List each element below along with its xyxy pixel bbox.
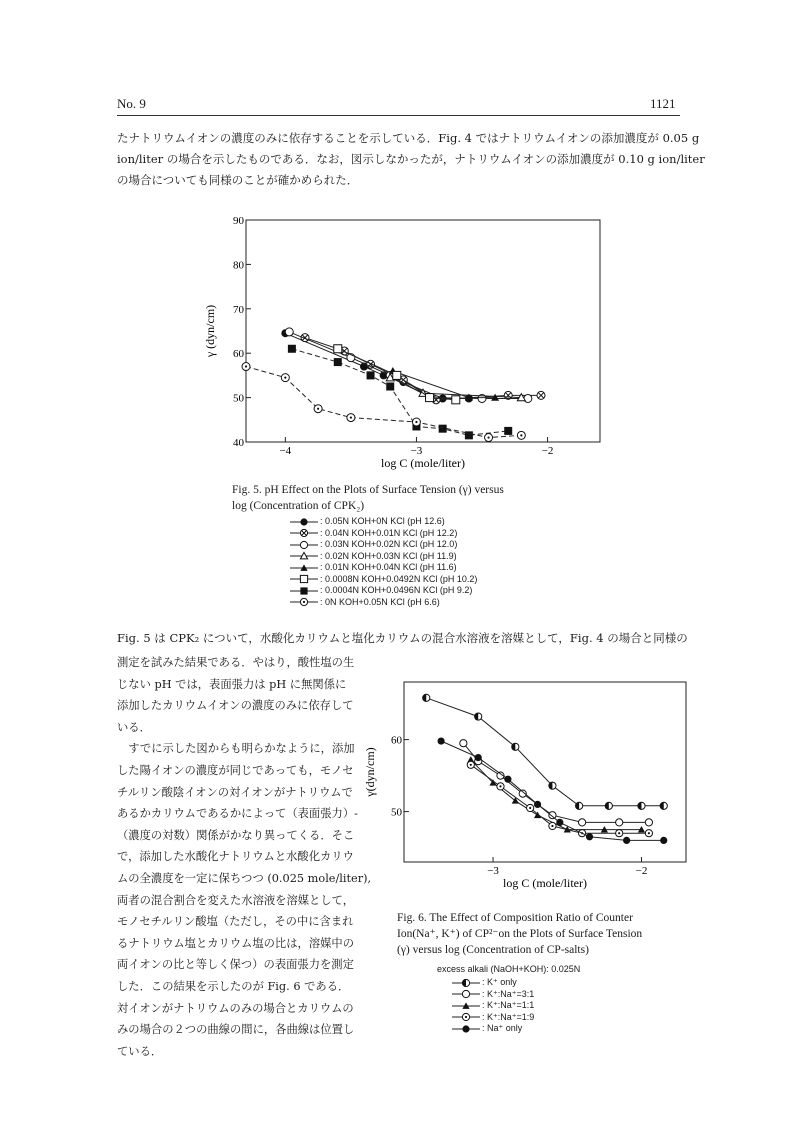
crossed-circle-marker — [537, 391, 545, 399]
legend-marker — [290, 597, 318, 607]
legend-entry — [290, 516, 477, 528]
figure-5-chart — [200, 210, 620, 475]
half-filled-circle-marker — [605, 802, 612, 809]
caption-line: Fig. 6. The Effect of Composition Ratio of Counter — [397, 912, 633, 924]
body-line: るナトリウム塩とカリウム塩の比は，溶媒中の — [117, 936, 355, 950]
legend-entry — [290, 574, 477, 586]
legend-label: : 0.04N KOH+0.01N KCl (pH 12.2) — [320, 527, 458, 538]
dotted-circle-marker — [549, 822, 556, 829]
body-line: すでに示した図からも明らかなように，添加 — [117, 742, 355, 756]
half-filled-circle-marker — [576, 802, 583, 809]
half-filled-circle-marker — [462, 979, 469, 986]
body-line: 測定を試みた結果である．やはり，酸性塩の生 — [117, 656, 355, 669]
open-circle-marker — [579, 819, 586, 826]
body-line: した陽イオンの濃度が同じであっても，モノセ — [117, 763, 354, 777]
body-line: 添加したカリウムイオンの濃度のみに依存して — [117, 699, 354, 713]
legend-entry — [452, 1000, 534, 1012]
dotted-circle-marker — [412, 418, 420, 426]
figure-6-chart — [360, 672, 695, 904]
filled-square-marker — [367, 371, 375, 379]
open-circle-marker — [460, 740, 467, 747]
legend-label: : 0N KOH+0.05N KCl (pH 6.6) — [320, 596, 440, 607]
half-filled-circle-marker — [638, 802, 645, 809]
filled-circle-marker — [438, 737, 445, 744]
legend-entry — [290, 597, 477, 609]
x-tick-label: −2 — [635, 865, 648, 877]
intro-line: たナトリウムイオンの濃度のみに依存することを示している．Fig. 4 ではナトリウムイオンの添加濃度が 0.05 g — [117, 131, 700, 145]
body-line: ムの全濃度を一定に保ちつつ (0.025 mole/liter), — [117, 871, 372, 885]
y-tick-label: 40 — [233, 437, 244, 449]
filled-circle-marker — [623, 837, 630, 844]
x-tick-label: −4 — [279, 445, 292, 457]
legend-marker — [290, 574, 318, 584]
dotted-circle-marker — [462, 1014, 469, 1021]
legend-entry — [290, 528, 477, 540]
filled-circle-marker — [475, 754, 482, 761]
caption-line: Ion(Na⁺, K⁺) of CP²⁻on the Plots of Surface Tension — [397, 928, 643, 940]
body-line: 両者の混合割合を変えた水溶液を溶媒として， — [117, 893, 355, 907]
y-tick-label: 90 — [233, 215, 244, 227]
caption-line: (γ) versus log (Concentration of CP-salts) — [397, 944, 589, 956]
filled-square-marker — [300, 587, 307, 594]
intro-line: ion/liter の場合を示したものである．なお，図示しなかったが，ナトリウムイオンの添加濃度が 0.10 g ion/liter — [117, 152, 705, 166]
series-line — [289, 332, 528, 399]
legend-marker — [290, 540, 318, 550]
half-filled-circle-marker — [549, 782, 556, 789]
filled-square-marker — [439, 425, 447, 433]
legend-label: : 0.02N KOH+0.03N KCl (pH 11.9) — [320, 550, 457, 561]
y-tick-label: 70 — [233, 303, 244, 316]
body-first-line: Fig. 5 は CPK₂ について，水酸化カリウムと塩化カリウムの混合水溶液を溶媒として，Fig. 4 の場合と同様の — [117, 631, 688, 645]
dotted-circle-marker — [485, 434, 493, 442]
open-square-marker — [452, 396, 460, 404]
dotted-circle-marker — [527, 804, 534, 811]
body-line: で，添加した水酸化ナトリウムと水酸化カリウ — [117, 850, 354, 864]
body-line: あるかカリウムであるかによって（表面張力）- — [117, 807, 358, 821]
legend-entry — [452, 989, 534, 1001]
filled-square-marker — [334, 358, 342, 366]
open-square-marker — [393, 371, 401, 379]
legend-entry — [452, 1023, 534, 1035]
legend-marker — [452, 989, 480, 999]
half-filled-circle-marker — [512, 743, 519, 750]
page-number: 1121 — [650, 96, 676, 111]
body-line: ている． — [117, 1044, 163, 1058]
x-tick-label: −2 — [541, 445, 554, 457]
filled-circle-marker — [660, 837, 667, 844]
caption-line: Fig. 5. pH Effect on the Plots of Surface Tension (γ) versus — [232, 484, 504, 496]
half-filled-circle-marker — [660, 802, 667, 809]
y-tick-label: 60 — [233, 348, 244, 361]
open-square-marker — [300, 576, 307, 583]
open-square-marker — [426, 394, 434, 402]
filled-square-marker — [288, 345, 296, 353]
open-circle-marker — [549, 812, 556, 819]
open-circle-marker — [616, 819, 623, 826]
y-axis-label: γ(dyn/cm) — [363, 747, 377, 797]
body-line: じない pH では，表面張力は pH に無関係に — [117, 677, 347, 691]
body-line: 対イオンがナトリウムのみの場合とカリウムの — [117, 1001, 354, 1015]
legend-label: : 0.05N KOH+0N KCl (pH 12.6) — [320, 516, 445, 526]
filled-circle-marker — [534, 801, 541, 808]
dotted-circle-marker — [645, 830, 652, 837]
series-line — [426, 698, 663, 806]
x-tick-label: −3 — [410, 445, 423, 457]
legend-label: : K⁺:Na⁺=3:1 — [482, 988, 535, 999]
y-tick-label: 50 — [391, 806, 402, 819]
half-filled-circle-marker — [423, 694, 430, 701]
body-line: チルリン酸陰イオンの対イオンがナトリウムで — [117, 785, 353, 799]
y-tick-label: 60 — [391, 734, 402, 747]
legend-marker — [452, 1024, 480, 1034]
dotted-circle-marker — [467, 761, 474, 768]
figure-5-caption — [232, 482, 504, 514]
legend-entry — [452, 1012, 534, 1024]
series-line — [285, 333, 469, 398]
figure-6-caption — [397, 910, 642, 958]
body-line: モノセチルリン酸塩（ただし，その中に含まれ — [117, 915, 354, 929]
legend-marker — [290, 517, 318, 527]
open-circle-marker — [285, 328, 293, 336]
open-circle-marker — [462, 991, 469, 998]
legend-label: : K⁺:Na⁺=1:1 — [482, 1000, 535, 1010]
y-axis-label: γ (dyn/cm) — [203, 304, 217, 358]
crossed-circle-marker — [300, 530, 307, 537]
open-square-marker — [334, 345, 342, 353]
header-rule — [117, 115, 680, 116]
half-filled-circle-marker — [475, 713, 482, 720]
x-tick-label: −3 — [487, 865, 499, 877]
body-line: 両イオンの比と等しく保つ）の表面張力を測定 — [117, 958, 354, 972]
y-tick-label: 80 — [233, 259, 244, 272]
x-axis-label: log C (mole/liter) — [503, 876, 587, 890]
legend-entry — [290, 562, 477, 574]
intro-paragraph — [117, 128, 705, 191]
body-line: （濃度の対数）関係がかなり異ってくる．そこ — [117, 828, 355, 842]
legend-label: : 0.01N KOH+0.04N KCl (pH 11.6) — [320, 562, 457, 572]
x-axis-label: log C (mole/liter) — [381, 456, 465, 470]
dotted-circle-marker — [242, 363, 250, 371]
intro-line: の場合についても同様のことが確かめられた． — [117, 173, 359, 187]
legend-entry — [290, 551, 477, 563]
filled-circle-marker — [300, 518, 307, 525]
legend-label: : 0.03N KOH+0.02N KCl (pH 12.0) — [320, 539, 458, 549]
plot-frame — [246, 220, 600, 442]
legend-marker — [452, 978, 480, 988]
journal-issue-number: No. 9 — [117, 96, 146, 111]
figure-5-legend — [290, 516, 477, 608]
legend-label: : Na⁺ only — [482, 1023, 523, 1033]
series-line — [390, 378, 521, 398]
dotted-circle-marker — [300, 599, 307, 606]
body-line: みの場合の２つの曲線の間に，各曲線は位置し — [117, 1023, 355, 1037]
legend-entry — [290, 585, 477, 597]
legend-marker — [290, 586, 318, 596]
filled-circle-marker — [586, 833, 593, 840]
open-circle-marker — [300, 541, 307, 548]
plot-frame — [404, 682, 686, 862]
body-line: した．この結果を示したのが Fig. 6 である． — [117, 979, 350, 993]
legend-label: : K⁺:Na⁺=1:9 — [482, 1011, 535, 1022]
filled-square-marker — [504, 427, 512, 435]
legend-marker — [290, 528, 318, 538]
legend-marker — [290, 551, 318, 561]
legend-label: : K⁺ only — [482, 977, 517, 987]
legend-label: : 0.0008N KOH+0.0492N KCl (pH 10.2) — [320, 573, 478, 584]
legend-marker — [452, 1001, 480, 1011]
open-circle-marker — [645, 819, 652, 826]
dotted-circle-marker — [497, 783, 504, 790]
legend-entry — [452, 977, 534, 989]
dotted-circle-marker — [616, 830, 623, 837]
dotted-circle-marker — [281, 374, 289, 382]
legend-label: : 0.0004N KOH+0.0496N KCl (pH 9.2) — [320, 585, 473, 595]
legend-entry — [290, 539, 477, 551]
figure-6-legend — [452, 977, 534, 1035]
figure-6-legend-title: excess alkali (NaOH+KOH): 0.025N — [437, 964, 581, 974]
series-line — [292, 349, 508, 436]
body-line: いる． — [117, 720, 151, 734]
filled-circle-marker — [462, 1025, 469, 1032]
dotted-circle-marker — [314, 405, 322, 413]
y-tick-label: 50 — [233, 392, 244, 405]
legend-marker — [452, 1012, 480, 1022]
dotted-circle-marker — [347, 414, 355, 422]
caption-line: log (Concentration of CPK₂) — [232, 500, 365, 512]
filled-circle-marker — [556, 819, 563, 826]
legend-marker — [290, 563, 318, 573]
body-left-column — [117, 652, 371, 1062]
filled-square-marker — [386, 383, 394, 391]
filled-circle-marker — [504, 776, 511, 783]
dotted-circle-marker — [517, 431, 525, 439]
